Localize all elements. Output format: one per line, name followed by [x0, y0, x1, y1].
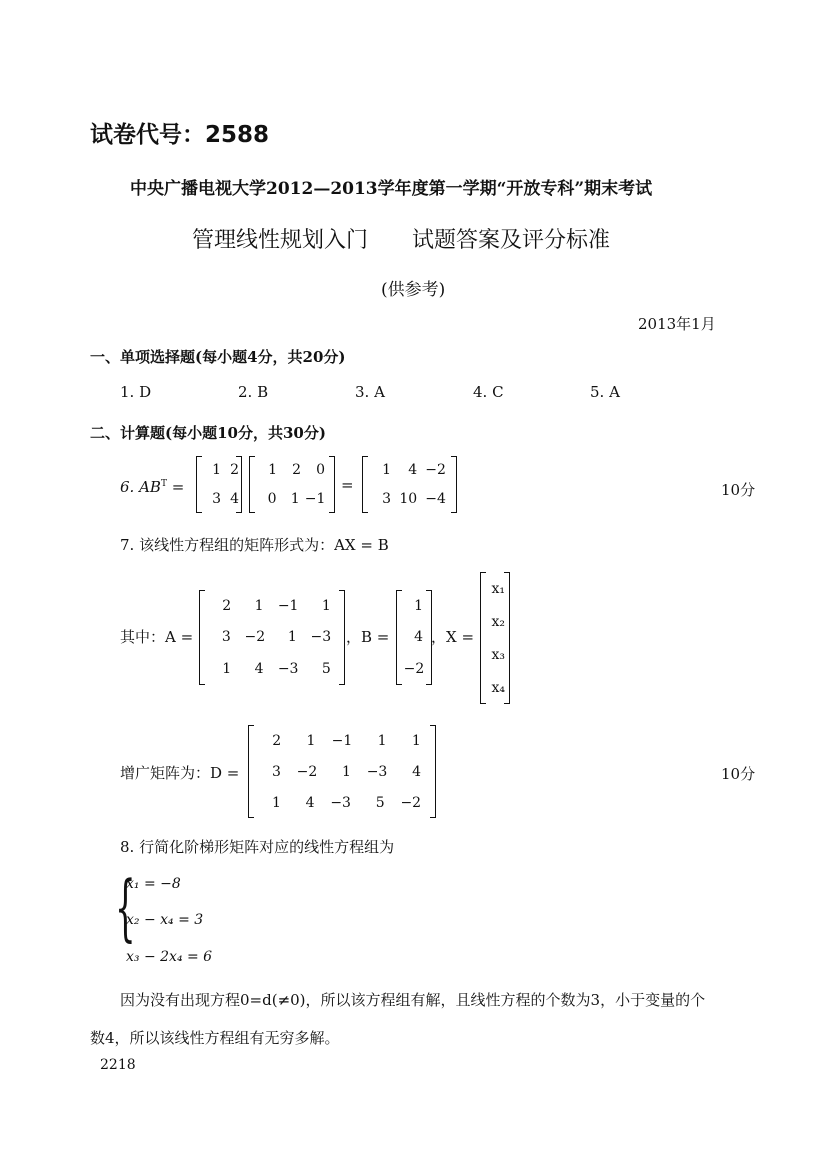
matrix-row [481, 647, 509, 663]
matrix-cell: −2 [425, 462, 446, 479]
matrix-cell: −3 [277, 661, 299, 678]
matrix-cell: −3 [310, 629, 332, 646]
matrix-cell: 2 [292, 462, 301, 479]
matrix-cell: −2 [400, 794, 422, 811]
matrix-cell: 3 [221, 629, 231, 646]
matrix-row [200, 598, 344, 614]
q8-conclusion-line-1: 因为没有出现方程0=d(≠0)，所以该方程组有解，且线性方程的个数为3，小于变量的个 [120, 991, 706, 1009]
matrix-cell: 1 [271, 794, 281, 811]
matrix-row [397, 629, 431, 645]
answer-1: 1. D [120, 383, 152, 401]
q6-matrix-1 [196, 456, 242, 513]
q7-x-label: ，X = [431, 628, 475, 646]
matrix-cell: x₃ [491, 646, 505, 663]
matrix-cell: 1 [411, 732, 421, 749]
q8-intro: 8. 行简化阶梯形矩阵对应的线性方程组为 [120, 838, 395, 856]
q6-label: 6. $AB^T$ = [120, 478, 185, 496]
matrix-cell: −2 [296, 763, 318, 780]
matrix-cell: −4 [425, 490, 446, 507]
paper-code: 试卷代号：2588 [90, 122, 270, 148]
matrix-cell: 1 [342, 763, 351, 780]
matrix-cell: 3 [382, 490, 392, 507]
matrix-cell: 0 [316, 462, 325, 479]
matrix-row [363, 491, 456, 507]
matrix-cell: 5 [375, 794, 385, 811]
answer-5: 5. A [590, 383, 620, 401]
q7-matrix-b [396, 590, 432, 685]
matrix-row [249, 795, 435, 811]
matrix-cell: 2 [222, 597, 232, 614]
matrix-cell: 1 [306, 732, 316, 749]
matrix-cell: 3 [212, 490, 221, 507]
matrix-cell: −1 [277, 597, 299, 614]
matrix-cell: 4 [408, 462, 418, 479]
matrix-cell: 1 [287, 629, 297, 646]
matrix-cell: 1 [254, 597, 264, 614]
matrix-cell: 4 [414, 629, 423, 646]
matrix-row [249, 733, 435, 749]
matrix-cell: 4 [412, 763, 422, 780]
matrix-cell: 1 [382, 462, 392, 479]
matrix-row [481, 581, 509, 597]
q7-intro: 7. 该线性方程组的矩阵形式为：AX = B [120, 536, 389, 554]
matrix-cell: 5 [321, 661, 331, 678]
matrix-row [200, 661, 344, 677]
matrix-cell: 1 [321, 597, 331, 614]
q7-augmented-label: 增广矩阵为：D = [120, 764, 240, 782]
exam-title: 中央广播电视大学2012—2013学年度第一学期“开放专科”期末考试 [130, 179, 653, 199]
q7-matrix-x [480, 572, 510, 704]
matrix-cell: 1 [212, 462, 221, 479]
matrix-cell: −3 [330, 794, 351, 811]
matrix-row [197, 491, 241, 507]
q7-where-label: 其中：A = [120, 628, 194, 646]
q6-matrix-2 [249, 456, 335, 513]
matrix-cell: 1 [290, 490, 300, 507]
matrix-cell: 1 [377, 732, 387, 749]
matrix-row [397, 598, 431, 614]
matrix-cell: −2 [403, 661, 425, 678]
matrix-cell: 1 [268, 462, 277, 479]
matrix-cell: x₂ [491, 613, 505, 630]
matrix-cell: 4 [254, 661, 264, 678]
q6-score: 10分 [721, 481, 756, 499]
answer-3: 3. A [355, 383, 385, 401]
matrix-cell: x₁ [491, 580, 505, 597]
matrix-cell: 4 [305, 794, 315, 811]
matrix-cell: −2 [244, 629, 266, 646]
answer-2: 2. B [238, 383, 269, 401]
matrix-row [481, 680, 509, 696]
matrix-cell: −3 [366, 763, 388, 780]
answer-4: 4. C [473, 383, 504, 401]
matrix-cell: 10 [399, 490, 418, 507]
matrix-row [197, 462, 241, 478]
matrix-row [200, 629, 344, 645]
section-1-heading: 一、单项选择题(每小题4分，共20分) [90, 348, 346, 366]
q8-conclusion-line-2: 数4，所以该线性方程组有无穷多解。 [90, 1029, 340, 1047]
matrix-row [363, 462, 456, 478]
q7-matrix-d [248, 725, 436, 818]
q6-equals: = [341, 476, 354, 494]
matrix-cell: 2 [272, 732, 282, 749]
reference-note: (供参考) [381, 280, 446, 300]
q7-b-label: ，B = [346, 628, 390, 646]
matrix-cell: −1 [304, 490, 326, 507]
matrix-cell: −1 [331, 732, 353, 749]
matrix-row [481, 614, 509, 630]
matrix-cell: x₄ [491, 679, 505, 696]
page-number: 2218 [100, 1057, 136, 1073]
matrix-cell: 3 [271, 763, 281, 780]
q8-equation-2: x₂ − x₄ = 3 [126, 912, 204, 928]
q6-matrix-result [362, 456, 457, 513]
q8-brace: { [115, 865, 136, 949]
q7-matrix-a [199, 590, 345, 685]
exam-date: 2013年1月 [638, 315, 716, 333]
matrix-cell: 1 [222, 661, 232, 678]
matrix-cell: 4 [230, 490, 239, 507]
matrix-row [249, 764, 435, 780]
q8-equation-1: x₁ = −8 [126, 876, 181, 892]
matrix-cell: 1 [414, 597, 423, 614]
q8-equation-3: x₃ − 2x₄ = 6 [126, 949, 213, 965]
matrix-cell: 0 [267, 490, 277, 507]
course-title: 管理线性规划入门 试题答案及评分标准 [192, 228, 611, 253]
q7-score: 10分 [721, 765, 756, 783]
section-2-heading: 二、计算题(每小题10分，共30分) [90, 424, 326, 442]
matrix-row [250, 462, 334, 478]
matrix-cell: 2 [230, 462, 239, 479]
matrix-row [250, 491, 334, 507]
matrix-row [397, 661, 431, 677]
